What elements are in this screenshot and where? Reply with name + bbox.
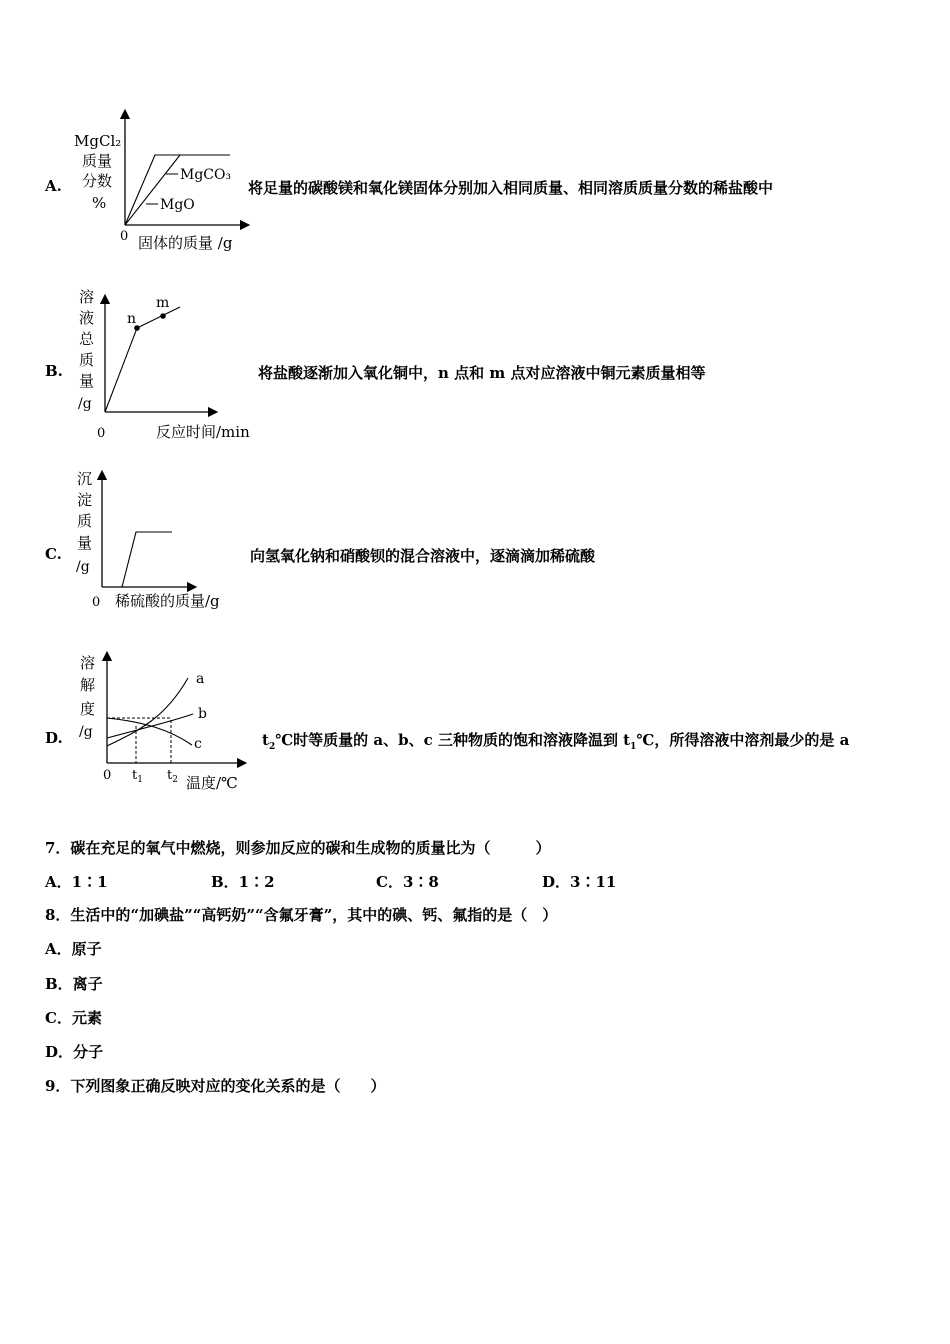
y-label-line1: 沉 — [77, 470, 93, 488]
q8-choice-c: C．元素 — [45, 1009, 102, 1027]
mgo-line — [125, 155, 180, 225]
y-label-line4: 量 — [77, 534, 93, 552]
y-label-line4: % — [92, 194, 107, 212]
y-label-line6: /g — [78, 396, 92, 412]
y-label-line1: 溶 — [79, 288, 95, 306]
option-d-graph — [70, 650, 250, 800]
option-b-letter: B. — [45, 362, 63, 380]
q7-choice-c: C．3∶8 — [376, 873, 439, 891]
point-n-label: n — [127, 311, 137, 327]
y-label-line2: 质量 — [82, 152, 113, 170]
x-label: 固体的质量 /g — [138, 234, 233, 252]
mgo-label: MgO — [160, 197, 195, 213]
curve-a-label: a — [196, 671, 205, 687]
option-a-letter: A. — [45, 177, 62, 195]
question-9: 9．下列图象正确反映对应的变化关系的是（ ） — [45, 1077, 386, 1095]
q8-choice-b: B．离子 — [45, 975, 103, 993]
option-d-text: $t_2℃$时等质量的 a、b、c 三种物质的饱和溶液降温到 $t_1℃$，所得溶液中溶剂最少的是 a — [262, 731, 850, 752]
y-label-line3: 质 — [77, 512, 93, 530]
y-label-line1: MgCl₂ — [74, 132, 122, 150]
option-a-graph — [70, 108, 250, 258]
option-c-graph — [70, 467, 250, 617]
point-m — [160, 313, 166, 319]
point-m-label: m — [156, 295, 170, 311]
q8-choice-a: A．原子 — [45, 940, 102, 958]
y-label-line3: 分数 — [82, 172, 113, 190]
y-label-line2: 淀 — [77, 491, 93, 509]
curve-c-label: c — [194, 736, 202, 752]
option-b-graph — [70, 285, 260, 445]
q7-choice-b: B．1∶2 — [211, 873, 275, 891]
y-label-line2: 解 — [80, 676, 96, 694]
mgco3-line — [125, 155, 230, 225]
q7-choice-d: D．3∶11 — [542, 873, 617, 891]
origin-label: 0 — [92, 595, 101, 610]
tick-t2: $t_2$ — [167, 768, 178, 785]
y-label-line4: /g — [79, 724, 93, 740]
question-7: 7．碳在充足的氧气中燃烧，则参加反应的碳和生成物的质量比为（ ） — [45, 839, 551, 857]
option-c-text: 向氢氧化钠和硝酸钡的混合溶液中，逐滴滴加稀硫酸 — [250, 547, 596, 565]
y-label-line1: 溶 — [80, 654, 96, 672]
q7-choice-a: A．1∶1 — [45, 873, 108, 891]
option-b-text: 将盐酸逐渐加入氧化铜中，n 点和 m 点对应溶液中铜元素质量相等 — [258, 364, 706, 382]
option-d-letter: D. — [45, 729, 63, 747]
x-label: 反应时间/min — [156, 423, 250, 441]
x-label: 稀硫酸的质量/g — [115, 592, 220, 610]
y-label-line3: 总 — [79, 330, 95, 348]
y-label-line4: 质 — [79, 351, 95, 369]
y-label-line5: 量 — [79, 372, 95, 390]
y-label-line5: /g — [76, 559, 90, 575]
origin-label: 0 — [103, 768, 112, 783]
y-label-line2: 液 — [79, 309, 95, 327]
x-label: 温度/℃ — [186, 774, 238, 792]
q8-choice-d: D．分子 — [45, 1043, 104, 1061]
option-a-text: 将足量的碳酸镁和氧化镁固体分别加入相同质量、相同溶质质量分数的稀盐酸中 — [248, 179, 774, 197]
origin-label: 0 — [120, 229, 129, 244]
y-label-line3: 度 — [80, 700, 96, 718]
precipitate-line — [122, 532, 172, 587]
question-8: 8．生活中的“加碘盐”“高钙奶”“含氟牙膏”，其中的碘、钙、氟指的是（ ） — [45, 906, 558, 924]
mass-line — [105, 307, 180, 412]
option-c-letter: C. — [45, 545, 62, 563]
curve-b-label: b — [198, 706, 207, 722]
mgco3-label: MgCO₃ — [180, 167, 232, 183]
origin-label: 0 — [97, 426, 106, 441]
tick-t1: $t_1$ — [132, 768, 143, 785]
